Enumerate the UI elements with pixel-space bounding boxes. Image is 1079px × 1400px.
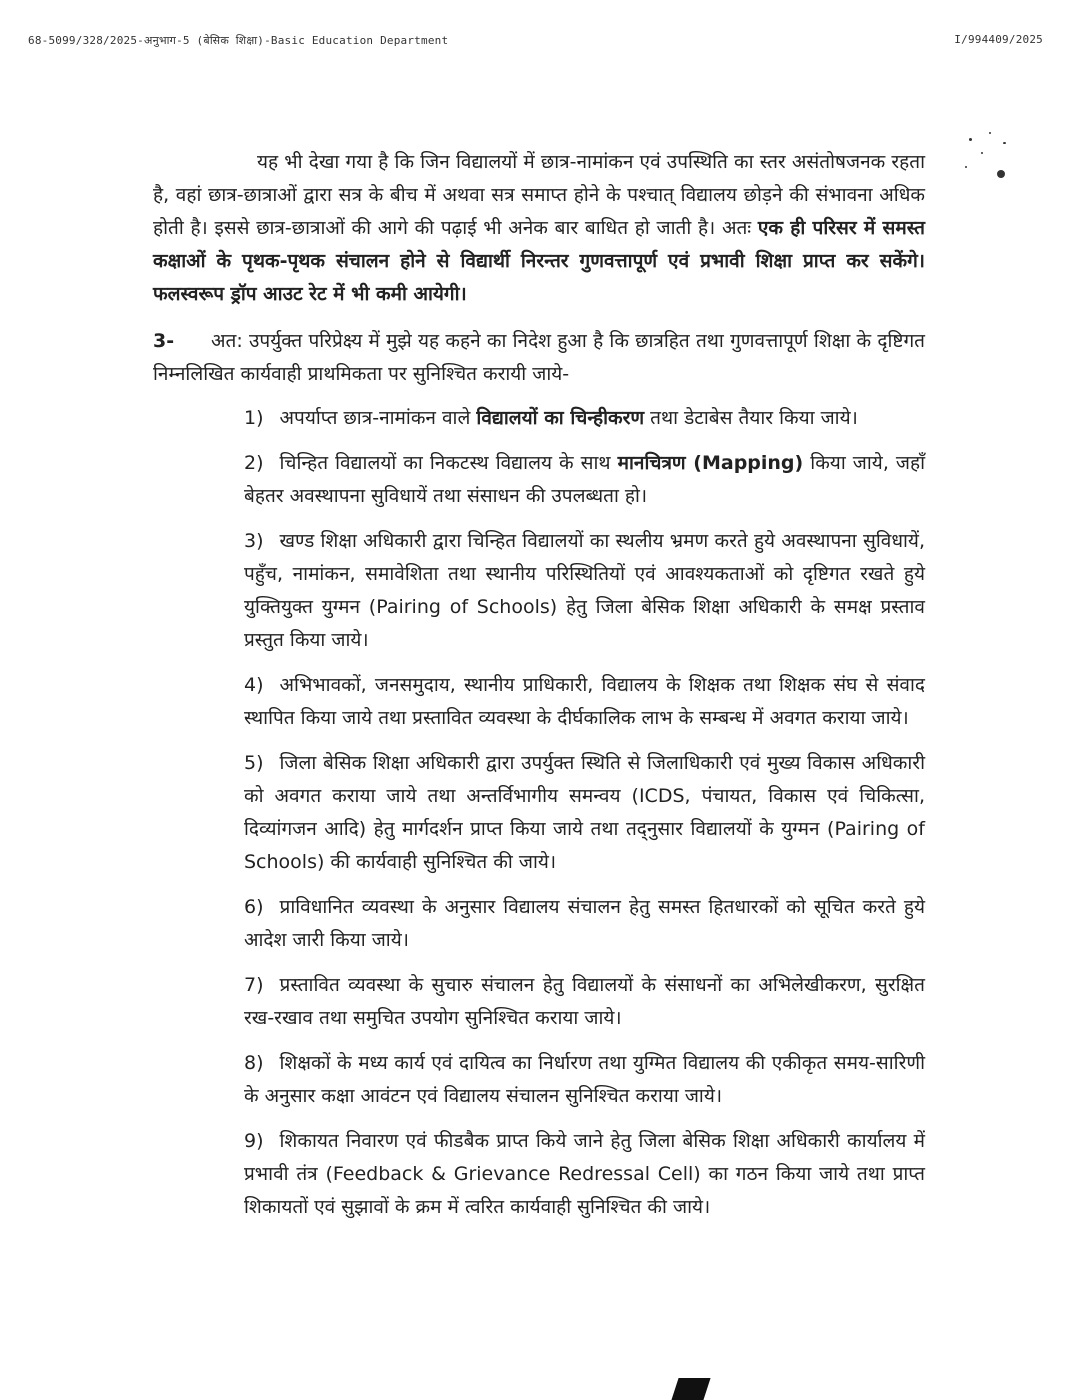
item-number: 6) [244, 896, 264, 918]
item-text: शिक्षकों के मध्य कार्य एवं दायित्व का निर्धारण तथा युग्मित विद्यालय की एकीकृत समय-सारिणी के अनुसार कक्षा आवंटन एवं विद्यालय संचालन सुनिश्चित कराया जाये। [244, 1052, 925, 1107]
paragraph-bold-text: एक ही परिसर में समस्त कक्षाओं के पृथक-पृथक संचालन होने से विद्यार्थी निरन्तर गुणवत्तापूर्ण एवं प्रभावी शिक्षा प्राप्त कर सकेंगे। फलस्वरूप ड्रॉप आउट रेट में भी कमी आयेगी। [153, 217, 925, 305]
item-number: 5) [244, 752, 264, 774]
document-number: I/994409/2025 [954, 33, 1043, 46]
item-text: चिन्हित विद्यालयों का निकटस्थ विद्यालय के साथ [279, 452, 618, 474]
item-number: 3) [244, 530, 264, 552]
item-number: 8) [244, 1052, 264, 1074]
item-text: शिकायत निवारण एवं फीडबैक प्राप्त किये जाने हेतु जिला बेसिक शिक्षा अधिकारी कार्यालय में प्रभावी तंत्र (Feedback & Grievance Redressal Cell) का गठन किया जाये तथा प्राप्त शिकायतों एवं सुझावों के क्रम में त्वरित कार्यवाही सुनिश्चित की जाये। [244, 1130, 925, 1218]
list-item [244, 1125, 925, 1224]
paragraph-number: 3- [153, 330, 175, 352]
item-text: अभिभावकों, जनसमुदाय, स्थानीय प्राधिकारी, विद्यालय के शिक्षक तथा शिक्षक संघ से संवाद स्थापित किया जाये तथा प्रस्तावित व्यवस्था के दीर्घकालिक लाभ के सम्बन्ध में अवगत कराया जाये। [244, 674, 925, 729]
action-items-list [244, 402, 925, 1236]
list-item [244, 525, 925, 657]
item-text: खण्ड शिक्षा अधिकारी द्वारा चिन्हित विद्यालयों का स्थलीय भ्रमण करते हुये अवस्थापना सुविधायें, पहुँच, नामांकन, समावेशिता तथा स्थानीय परिस्थितियों एवं आवश्यकताओं को दृष्टिगत रखते हुये युक्तियुक्त युग्मन (Pairing of Schools) हेतु जिला बेसिक शिक्षा अधिकारी के समक्ष प्रस्ताव प्रस्तुत किया जाये। [244, 530, 925, 651]
item-number: 9) [244, 1130, 264, 1152]
scan-specks [959, 130, 1019, 190]
item-number: 4) [244, 674, 264, 696]
file-reference: 68-5099/328/2025-अनुभाग-5 (बेसिक शिक्षा)-Basic Education Department [28, 34, 449, 47]
item-number: 7) [244, 974, 264, 996]
item-text: किया जाये, जहाँ बेहतर अवस्थापना सुविधायें तथा संसाधन की उपलब्धता हो। [244, 452, 926, 507]
list-item [244, 1047, 925, 1113]
item-text: जिला बेसिक शिक्षा अधिकारी द्वारा उपर्युक्त स्थिति से जिलाधिकारी एवं मुख्य विकास अधिकारी को अवगत कराया जाये तथा अन्तर्विभागीय समन्वय (ICDS, पंचायत, विकास एवं चिकित्सा, दिव्यांगजन आदि) हेतु मार्गदर्शन प्राप्त किया जाये तथा तद्नुसार विद्यालयों के युग्मन (Pairing of Schools) की कार्यवाही सुनिश्चित की जाये। [244, 752, 925, 873]
item-bold-text: मानचित्रण (Mapping) [617, 452, 804, 474]
item-number: 2) [244, 452, 264, 474]
paragraph-text: अत: उपर्युक्त परिप्रेक्ष्य में मुझे यह कहने का निदेश हुआ है कि छात्रहित तथा गुणवत्तापूर्ण शिक्षा के दृष्टिगत निम्नलिखित कार्यवाही प्राथमिकता पर सुनिश्चित करायी जाये- [153, 330, 925, 385]
list-item [244, 747, 925, 879]
list-item [244, 447, 925, 513]
item-text: तथा डेटाबेस तैयार किया जाये। [644, 407, 858, 429]
paragraph-directive [153, 325, 925, 391]
paragraph-dropout-context [153, 146, 925, 311]
paragraph-text: यह भी देखा गया है कि जिन विद्यालयों में छात्र-नामांकन एवं उपस्थिति का स्तर असंतोषजनक रहता है, वहां छात्र-छात्राओं द्वारा सत्र के बीच में अथवा सत्र समाप्त होने के पश्चात् विद्यालय छोड़ने की संभावना अधिक होती है। इससे छात्र-छात्राओं की आगे की पढ़ाई भी अनेक बार बाधित हो जाती है। अतः [153, 151, 925, 239]
item-number: 1) [244, 407, 264, 429]
list-item [244, 402, 925, 435]
item-text: अपर्याप्त छात्र-नामांकन वाले [279, 407, 477, 429]
list-item [244, 969, 925, 1035]
item-text: प्रस्तावित व्यवस्था के सुचारु संचालन हेतु विद्यालयों के संसाधनों का अभिलेखीकरण, सुरक्षित रख-रखाव तथा समुचित उपयोग सुनिश्चित कराया जाये। [244, 974, 925, 1029]
item-bold-text: विद्यालयों का चिन्हीकरण [476, 407, 645, 429]
item-text: प्राविधानित व्यवस्था के अनुसार विद्यालय संचालन हेतु समस्त हितधारकों को सूचित करते हुये आदेश जारी किया जाये। [244, 896, 925, 951]
list-item [244, 891, 925, 957]
list-item [244, 669, 925, 735]
